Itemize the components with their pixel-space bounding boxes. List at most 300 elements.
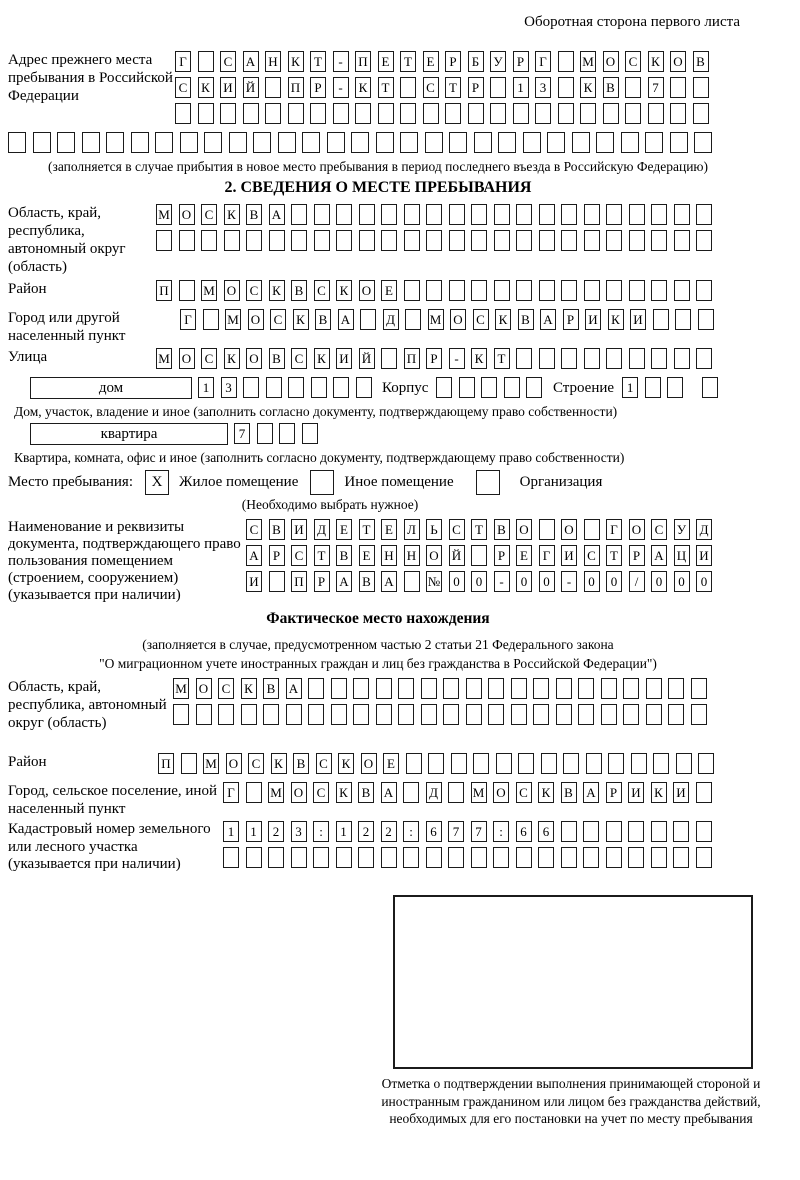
- char-box: [539, 204, 555, 225]
- char-box: О: [224, 280, 240, 301]
- char-box: П: [404, 348, 420, 369]
- char-box: [513, 103, 529, 124]
- char-box: [696, 204, 712, 225]
- char-box: 1: [246, 821, 262, 842]
- char-box: [523, 132, 541, 153]
- char-box: [33, 132, 51, 153]
- char-box: [331, 704, 347, 725]
- char-box: О: [246, 348, 262, 369]
- prev-address-label: Адрес прежнего места пребывания в Российской Федерации: [8, 52, 173, 104]
- char-box: [625, 77, 641, 98]
- char-box: [471, 230, 487, 251]
- char-box: Й: [243, 77, 259, 98]
- char-box: [698, 753, 714, 774]
- char-box: [291, 204, 307, 225]
- char-box: О: [179, 348, 195, 369]
- char-box: [653, 753, 669, 774]
- char-box: [360, 309, 376, 330]
- char-box: Е: [359, 545, 375, 566]
- char-box: [459, 377, 475, 398]
- char-box: [314, 230, 330, 251]
- char-box: [535, 103, 551, 124]
- char-box: [608, 753, 624, 774]
- char-box: Т: [494, 348, 510, 369]
- char-box: О: [248, 309, 264, 330]
- char-box: [421, 704, 437, 725]
- char-box: [82, 132, 100, 153]
- char-box: [351, 132, 369, 153]
- char-box: [466, 678, 482, 699]
- char-box: [327, 132, 345, 153]
- char-box: [674, 348, 690, 369]
- char-box: [436, 377, 452, 398]
- char-box: 0: [674, 571, 690, 592]
- char-box: [572, 132, 590, 153]
- char-box: О: [603, 51, 619, 72]
- char-box: 7: [448, 821, 464, 842]
- stay-type-row: [0, 469, 800, 496]
- char-box: В: [263, 678, 279, 699]
- char-box: [378, 103, 394, 124]
- char-box: [651, 847, 667, 868]
- actual-region-rows: [173, 678, 713, 730]
- char-box: [488, 704, 504, 725]
- char-box: [425, 132, 443, 153]
- char-box: [670, 132, 688, 153]
- char-box: [494, 280, 510, 301]
- actual-region-label: Область, край, республика, автономный округ (область): [8, 679, 167, 731]
- char-box: [558, 51, 574, 72]
- street-field: [0, 348, 800, 374]
- char-box: [421, 678, 437, 699]
- char-box: Е: [516, 545, 532, 566]
- char-box: И: [246, 571, 262, 592]
- char-box: [702, 377, 718, 398]
- char-box: П: [158, 753, 174, 774]
- prev-address-field: [0, 51, 800, 129]
- char-box: Б: [468, 51, 484, 72]
- char-box: В: [293, 753, 309, 774]
- char-box: -: [494, 571, 510, 592]
- char-box: [291, 230, 307, 251]
- char-box: [606, 230, 622, 251]
- char-box: Г: [175, 51, 191, 72]
- char-box: [405, 309, 421, 330]
- char-box: [241, 704, 257, 725]
- char-box: 7: [471, 821, 487, 842]
- char-box: [243, 377, 259, 398]
- char-box: С: [201, 348, 217, 369]
- city-field: [0, 309, 800, 345]
- char-box: Р: [494, 545, 510, 566]
- char-box: [511, 704, 527, 725]
- char-box: [668, 678, 684, 699]
- char-box: [651, 230, 667, 251]
- char-box: Ь: [426, 519, 442, 540]
- char-box: [490, 77, 506, 98]
- char-box: Е: [381, 519, 397, 540]
- char-box: /: [629, 571, 645, 592]
- char-box: Ц: [674, 545, 690, 566]
- char-box: [511, 678, 527, 699]
- char-box: [696, 847, 712, 868]
- actual-location-title: Фактическое место нахождения: [266, 610, 490, 627]
- char-box: В: [494, 519, 510, 540]
- char-box: [646, 704, 662, 725]
- char-box: М: [201, 280, 217, 301]
- char-box: А: [381, 782, 397, 803]
- char-box: [196, 704, 212, 725]
- char-box: [667, 377, 683, 398]
- char-box: [449, 230, 465, 251]
- char-box: 3: [291, 821, 307, 842]
- char-box: [496, 753, 512, 774]
- char-box: Т: [378, 77, 394, 98]
- char-box: [310, 103, 326, 124]
- char-box: В: [693, 51, 709, 72]
- char-box: [426, 847, 442, 868]
- char-box: А: [286, 678, 302, 699]
- char-box: О: [426, 545, 442, 566]
- char-box: [246, 847, 262, 868]
- char-box: С: [270, 309, 286, 330]
- char-box: И: [696, 545, 712, 566]
- char-box: Е: [423, 51, 439, 72]
- char-box: В: [269, 519, 285, 540]
- char-box: В: [359, 571, 375, 592]
- char-box: К: [538, 782, 554, 803]
- char-box: Р: [563, 309, 579, 330]
- char-box: [288, 377, 304, 398]
- char-row: [156, 204, 719, 226]
- char-box: [516, 280, 532, 301]
- char-box: [426, 204, 442, 225]
- char-box: К: [224, 348, 240, 369]
- char-box: Р: [468, 77, 484, 98]
- char-box: [449, 132, 467, 153]
- checkbox-organization: [476, 470, 500, 495]
- checkbox-other-premises: [310, 470, 334, 495]
- char-box: [490, 103, 506, 124]
- cadastral-label: Кадастровый номер земельного или лесного участка (указывается при наличии): [8, 821, 211, 872]
- char-box: [204, 132, 222, 153]
- char-box: [356, 377, 372, 398]
- char-box: [631, 753, 647, 774]
- char-box: И: [673, 782, 689, 803]
- char-box: [673, 821, 689, 842]
- prev-address-caption: (заполняется в случае прибытия в новое место пребывания в период последнего въезда в Российскую Федерацию): [47, 159, 709, 174]
- prev-address-rows: [175, 51, 715, 129]
- char-box: М: [471, 782, 487, 803]
- char-box: [670, 77, 686, 98]
- char-box: 2: [358, 821, 374, 842]
- char-box: [448, 847, 464, 868]
- char-box: [314, 204, 330, 225]
- char-box: Л: [404, 519, 420, 540]
- char-box: С: [218, 678, 234, 699]
- char-box: [257, 423, 273, 444]
- char-box: [331, 678, 347, 699]
- char-box: [558, 77, 574, 98]
- char-box: [291, 847, 307, 868]
- char-box: [426, 280, 442, 301]
- char-box: 1: [223, 821, 239, 842]
- char-box: [561, 204, 577, 225]
- char-box: К: [336, 280, 352, 301]
- char-box: Д: [696, 519, 712, 540]
- char-box: К: [269, 280, 285, 301]
- char-box: [606, 348, 622, 369]
- char-box: [580, 103, 596, 124]
- char-box: [198, 51, 214, 72]
- char-box: С: [584, 545, 600, 566]
- char-box: Р: [606, 782, 622, 803]
- char-box: [606, 821, 622, 842]
- char-box: [601, 678, 617, 699]
- char-box: Д: [314, 519, 330, 540]
- char-box: Н: [381, 545, 397, 566]
- char-box: [336, 230, 352, 251]
- char-box: [584, 204, 600, 225]
- cadastral-rows: [223, 821, 718, 873]
- char-box: [358, 847, 374, 868]
- char-box: С: [201, 204, 217, 225]
- char-box: 3: [221, 377, 237, 398]
- char-box: [561, 230, 577, 251]
- char-box: О: [561, 519, 577, 540]
- char-box: [179, 230, 195, 251]
- char-box: Р: [445, 51, 461, 72]
- char-box: [653, 309, 669, 330]
- char-box: [504, 377, 520, 398]
- char-box: [229, 132, 247, 153]
- char-box: [302, 423, 318, 444]
- char-row: [246, 519, 719, 541]
- char-box: [403, 782, 419, 803]
- char-box: К: [648, 51, 664, 72]
- char-row: [173, 704, 713, 726]
- char-box: К: [651, 782, 667, 803]
- char-box: [181, 753, 197, 774]
- char-box: [246, 230, 262, 251]
- char-row: [223, 821, 718, 843]
- char-box: И: [291, 519, 307, 540]
- char-box: О: [196, 678, 212, 699]
- char-box: [381, 348, 397, 369]
- char-box: И: [561, 545, 577, 566]
- char-box: Е: [336, 519, 352, 540]
- char-box: И: [220, 77, 236, 98]
- char-box: [561, 847, 577, 868]
- char-box: [584, 348, 600, 369]
- char-box: П: [291, 571, 307, 592]
- char-box: П: [288, 77, 304, 98]
- char-box: [518, 753, 534, 774]
- char-box: О: [450, 309, 466, 330]
- char-box: [449, 204, 465, 225]
- char-box: [404, 280, 420, 301]
- char-box: [381, 230, 397, 251]
- char-box: [668, 704, 684, 725]
- char-box: [359, 204, 375, 225]
- char-box: Г: [535, 51, 551, 72]
- char-box: С: [516, 782, 532, 803]
- house-row: [0, 377, 800, 401]
- char-box: 0: [696, 571, 712, 592]
- house-caption: Дом, участок, владение и иное (заполнить согласно документу, подтверждающему право собственности): [14, 404, 618, 419]
- char-box: [376, 132, 394, 153]
- char-box: С: [246, 519, 262, 540]
- char-box: :: [313, 821, 329, 842]
- char-box: Г: [223, 782, 239, 803]
- char-box: [494, 204, 510, 225]
- char-box: [539, 519, 555, 540]
- char-box: 6: [426, 821, 442, 842]
- char-box: [606, 847, 622, 868]
- char-box: 7: [234, 423, 250, 444]
- char-box: Р: [426, 348, 442, 369]
- char-box: [696, 280, 712, 301]
- char-box: Т: [471, 519, 487, 540]
- char-box: [533, 678, 549, 699]
- char-box: [403, 847, 419, 868]
- char-box: :: [403, 821, 419, 842]
- char-box: [471, 545, 487, 566]
- char-box: [423, 103, 439, 124]
- char-box: [404, 204, 420, 225]
- char-box: Т: [606, 545, 622, 566]
- char-box: [516, 348, 532, 369]
- char-box: [628, 847, 644, 868]
- char-box: С: [449, 519, 465, 540]
- char-box: [558, 103, 574, 124]
- char-box: [696, 821, 712, 842]
- char-box: 0: [584, 571, 600, 592]
- char-box: М: [225, 309, 241, 330]
- char-box: [302, 132, 320, 153]
- char-box: [691, 678, 707, 699]
- char-box: О: [226, 753, 242, 774]
- char-box: П: [156, 280, 172, 301]
- char-box: А: [243, 51, 259, 72]
- char-box: [466, 704, 482, 725]
- char-box: [674, 204, 690, 225]
- char-row: [246, 545, 719, 567]
- char-box: Р: [629, 545, 645, 566]
- char-box: С: [246, 280, 262, 301]
- char-box: У: [490, 51, 506, 72]
- char-box: [533, 704, 549, 725]
- char-box: В: [561, 782, 577, 803]
- district-label: Район: [8, 281, 47, 297]
- char-row: [702, 377, 725, 399]
- char-row: [622, 377, 690, 399]
- actual-location-caption1: (заполняется в случае, предусмотренном частью 2 статьи 21 Федерального закона: [142, 637, 614, 652]
- char-box: [651, 348, 667, 369]
- char-box: 1: [513, 77, 529, 98]
- stamp-box: [393, 895, 753, 1069]
- char-box: О: [361, 753, 377, 774]
- char-box: [670, 103, 686, 124]
- char-box: 0: [606, 571, 622, 592]
- char-box: С: [220, 51, 236, 72]
- actual-district-field: [0, 753, 800, 779]
- char-box: 0: [449, 571, 465, 592]
- char-box: [578, 704, 594, 725]
- char-box: А: [338, 309, 354, 330]
- char-box: [243, 103, 259, 124]
- char-box: [451, 753, 467, 774]
- char-box: С: [175, 77, 191, 98]
- stroenie-label: Строение: [552, 380, 615, 396]
- region-rows: [156, 204, 719, 256]
- char-row-full-width: [0, 132, 800, 154]
- char-box: С: [314, 280, 330, 301]
- char-box: 1: [336, 821, 352, 842]
- char-box: М: [580, 51, 596, 72]
- char-box: [629, 348, 645, 369]
- char-box: [583, 847, 599, 868]
- char-box: [646, 678, 662, 699]
- district-field: [0, 280, 800, 306]
- char-box: [471, 204, 487, 225]
- char-box: М: [428, 309, 444, 330]
- char-box: 6: [516, 821, 532, 842]
- char-box: [269, 230, 285, 251]
- char-box: С: [473, 309, 489, 330]
- char-box: [381, 204, 397, 225]
- char-box: [645, 132, 663, 153]
- char-box: К: [495, 309, 511, 330]
- actual-region-field: [0, 678, 800, 750]
- char-row: [436, 377, 549, 399]
- char-box: :: [493, 821, 509, 842]
- char-box: 2: [381, 821, 397, 842]
- char-box: Е: [378, 51, 394, 72]
- char-box: К: [580, 77, 596, 98]
- char-box: [488, 678, 504, 699]
- char-box: [603, 103, 619, 124]
- char-row: [175, 51, 715, 73]
- char-box: [268, 847, 284, 868]
- actual-location-caption2: "О миграционном учете иностранных граждан и лиц без гражданства в Российской Федерации"): [99, 656, 657, 671]
- char-box: [106, 132, 124, 153]
- char-box: [583, 821, 599, 842]
- char-box: [269, 571, 285, 592]
- char-box: [539, 280, 555, 301]
- char-box: [443, 678, 459, 699]
- header-note: Оборотная сторона первого листа: [524, 14, 740, 30]
- char-box: С: [291, 545, 307, 566]
- char-box: С: [651, 519, 667, 540]
- char-box: [400, 77, 416, 98]
- char-box: [473, 753, 489, 774]
- char-box: Е: [381, 280, 397, 301]
- char-row: [246, 571, 719, 593]
- char-box: Н: [404, 545, 420, 566]
- char-box: [263, 704, 279, 725]
- char-box: [691, 704, 707, 725]
- char-box: [278, 132, 296, 153]
- char-box: [675, 309, 691, 330]
- char-box: -: [561, 571, 577, 592]
- char-box: [648, 103, 664, 124]
- char-box: К: [241, 678, 257, 699]
- char-box: [376, 704, 392, 725]
- char-box: [8, 132, 26, 153]
- char-box: В: [269, 348, 285, 369]
- char-box: И: [585, 309, 601, 330]
